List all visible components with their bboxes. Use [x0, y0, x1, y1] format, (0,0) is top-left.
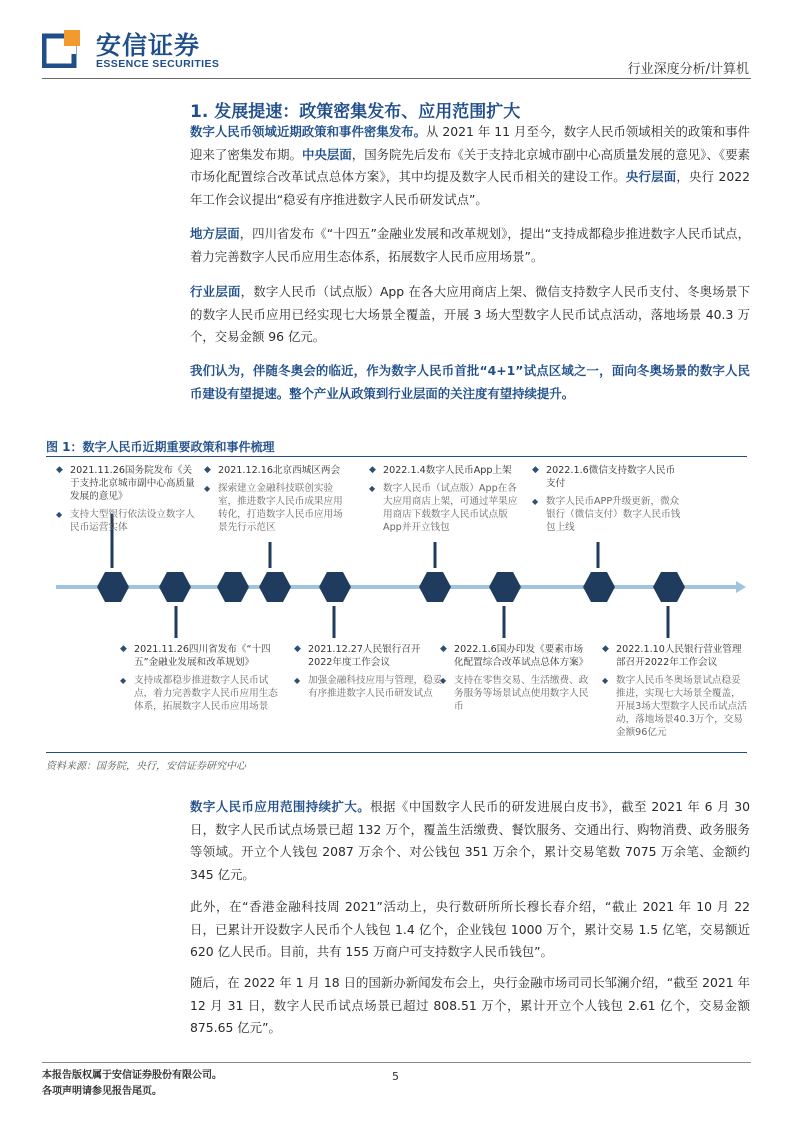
timeline-event-bottom-1 — [120, 643, 280, 713]
timeline-event-bottom-2 — [294, 643, 444, 700]
event-heading: ◆ 2022.1.4数字人民币App上架 — [369, 464, 521, 477]
paragraph-hk-fintech-week: 此外，在“香港金融科技周 2021”活动上，央行数研所所长穆长春介绍，“截止 2021 年 10 月 22 日，已累计开设数字人民币个人钱包 1.4 亿个，企业钱包 1000 万个，累计交易 1.5 亿笔，交易额近 620 亿人民币。目前，共有 155 万商户可支持数字人民币钱包”。 — [190, 899, 750, 959]
event-heading: ◆ 2021.11.26国务院发布《关于支持北京城市副中心高质量发展的意见》 — [56, 464, 196, 503]
event-detail: ◆ 加强金融科技应用与管理，稳妥有序推进数字人民币研发试点 — [294, 674, 444, 700]
figure-source: 资料来源：国务院，央行，安信证券研究中心 — [46, 761, 246, 772]
paragraph-text: 从 2021 年 11 月至今，数字人民币领域相关的政策和事件迎来了密集发布期。 — [190, 124, 751, 162]
paragraph-emphasis: 央行层面 — [625, 169, 677, 184]
paragraph-lead: 行业层面 — [190, 284, 241, 299]
event-detail: ◆ 支持成都稳步推进数字人民币试点，着力完善数字人民币应用生态体系，拓展数字人民币应用场景 — [120, 674, 280, 713]
paragraph-text: ，国务院先后发布《关于支持北京城市副中心高质量发展的意见》、《要素市场化配置综合改革试点总体方案》，其中均提及数字人民币相关的建设工作。 — [190, 146, 750, 184]
paragraph-press-conference: 随后，在 2022 年 1 月 18 日的国新办新闻发布会上，央行金融市场司司长邹澜介绍，“截至 2021 年 12 月 31 日，数字人民币试点场景已超过 808.51 万个，累计开立个人钱包 2.61 亿个，交易金额 875.65 亿元”。 — [190, 975, 750, 1035]
timeline-event-top-2 — [204, 464, 352, 534]
paragraph-lead: 地方层面 — [190, 226, 240, 241]
event-detail: ◆ 支持在零售交易、生活缴费、政务服务等场景试点使用数字人民币 — [440, 674, 590, 713]
paragraph-policy-overview — [190, 121, 750, 211]
timeline-event-top-1 — [56, 464, 196, 534]
hexagon-2 — [159, 572, 191, 602]
paragraph-text: 根据《中国数字人民币的研发进展白皮书》，截至 2021 年 6 月 30 日，数字人民币试点场景已超 132 万个，覆盖生活缴费、餐饮服务、交通出行、购物消费、政务服务等领域。开立个人钱包 2087 万余个、对公钱包 351 万余个，累计交易笔数 7075 万余笔、金额约 345 亿元。 — [190, 799, 750, 882]
footer-notice: 各项声明请参见报告尾页。 — [42, 1086, 162, 1097]
event-heading: ◆ 2022.1.6国办印发《要素市场化配置综合改革试点总体方案》 — [440, 643, 590, 669]
paragraph-emphasis: 中央层面 — [302, 146, 352, 162]
figure-bottom-divider — [46, 752, 747, 753]
footer-copyright: 本报告版权属于安信证券股份有限公司。 — [42, 1070, 222, 1081]
paragraph-application-scope — [190, 796, 750, 886]
event-heading: ◆ 2022.1.6微信支持数字人民币支付 — [532, 464, 682, 490]
timeline-event-bottom-4 — [602, 643, 750, 739]
paragraph-local-level — [190, 223, 750, 268]
footer-disclaimer — [42, 1068, 222, 1100]
hexagon-3 — [217, 572, 249, 602]
company-logo — [42, 22, 222, 72]
event-detail: ◆ 数字人民币冬奥场景试点稳妥推进，实现七大场景全覆盖，开展3场大型数字人民币试点活动，落地场景40.3万个，交易金额96亿元 — [602, 674, 750, 739]
event-detail: ◆ 支持大型银行依法设立数字人民币运营实体 — [56, 508, 196, 534]
hexagon-8 — [583, 572, 615, 602]
figure-top-divider — [46, 456, 747, 457]
timeline-event-top-3 — [369, 464, 521, 534]
paragraph-lead: 数字人民币应用范围持续扩大。 — [190, 799, 371, 814]
hexagon-1 — [97, 572, 129, 602]
section-title: 1. 发展提速：政策密集发布、应用范围扩大 — [190, 102, 521, 122]
logo-text-en: ESSENCE SECURITIES — [96, 58, 220, 70]
paragraph-lead: 数字人民币领域近期政策和事件密集发布。 — [190, 124, 427, 139]
event-heading: ◆ 2021.12.27人民银行召开2022年度工作会议 — [294, 643, 444, 669]
footer-divider — [42, 1062, 751, 1063]
hexagon-4 — [259, 572, 291, 602]
paragraph-text: ，央行 2022 年工作会议提出“稳妥有序推进数字人民币研发试点”。 — [190, 169, 750, 207]
hexagon-9 — [653, 572, 685, 602]
page-number: 5 — [392, 1070, 399, 1083]
logo-mark-icon — [42, 28, 82, 68]
event-detail: ◆ 探索建立金融科技联创实验室，推进数字人民币成果应用转化，打造数字人民币应用场景先行示范区 — [204, 482, 352, 534]
timeline-arrow-icon — [736, 581, 746, 593]
timeline-event-top-4 — [532, 464, 682, 534]
paragraph-conclusion: 我们认为，伴随冬奥会的临近，作为数字人民币首批“4+1”试点区域之一，面向冬奥场景的数字人民币建设有望提速。整个产业从政策到行业层面的关注度有望持续提升。 — [190, 363, 750, 401]
event-detail: ◆ 数字人民币APP升级更新，微众银行（微信支付）数字人民币钱包上线 — [532, 495, 682, 534]
logo-text-cn: 安信证券 — [96, 31, 201, 60]
report-category: 行业深度分析/计算机 — [627, 62, 749, 77]
paragraph-text: ，四川省发布《“十四五”金融业发展和改革规划》，提出“支持成都稳步推进数字人民币试点，着力完善数字人民币应用生态体系，拓展数字人民币应用场景”。 — [190, 226, 750, 264]
hexagon-6 — [419, 572, 451, 602]
timeline-event-bottom-3 — [440, 643, 590, 713]
event-heading: ◆ 2021.12.16北京西城区两会 — [204, 464, 352, 477]
hexagon-5 — [319, 572, 351, 602]
hexagon-7 — [489, 572, 521, 602]
header-divider — [42, 78, 751, 79]
event-heading: ◆ 2022.1.10人民银行营业管理部召开2022年工作会议 — [602, 643, 750, 669]
paragraph-text: ，数字人民币（试点版）App 在各大应用商店上架、微信支持数字人民币支付、冬奥场景下的数字人民币应用已经实现七大场景全覆盖，开展 3 场大型数字人民币试点活动，落地场景 40.3 万个，交易金额 96 亿元。 — [190, 284, 750, 344]
figure-title: 图 1：数字人民币近期重要政策和事件梳理 — [46, 440, 275, 454]
paragraph-industry-level — [190, 281, 750, 349]
event-detail: ◆ 数字人民币（试点版）App在各大应用商店上架，可通过苹果应用商店下载数字人民币试点版App并开立钱包 — [369, 482, 521, 534]
event-heading: ◆ 2021.11.26四川省发布《“十四五”金融业发展和改革规划》 — [120, 643, 280, 669]
